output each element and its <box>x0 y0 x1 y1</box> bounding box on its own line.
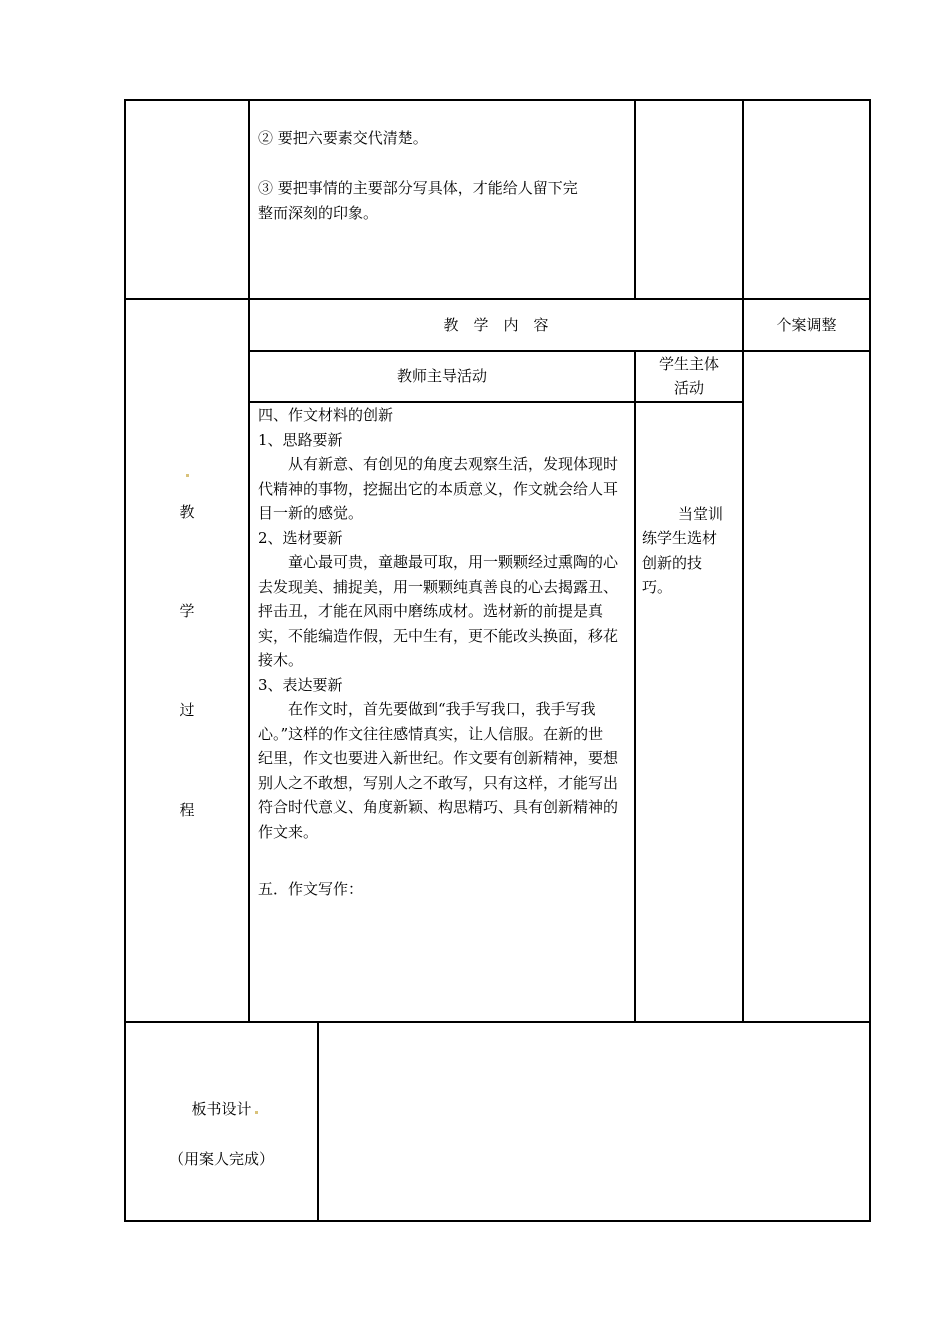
scan-speck <box>186 474 189 477</box>
section-3-body: 在作文时，首先要做到“我手写我口，我手写我心。”这样的作文往往感情真实，让人信服。在新的世纪里，作文也要进入新世纪。作文要有创新精神，要想别人之不敢想，写别人之不敢写，只有这样，才能写出符合时代意义、角度新颖、构思精巧、具有创新精神的作文来。 <box>258 700 619 841</box>
section-heading-5: 五．作文写作： <box>258 880 364 898</box>
top-item-3-line1: ③ 要把事情的主要部分写具体，才能给人留下完 <box>258 179 578 197</box>
scan-speck <box>255 1111 258 1114</box>
header-teaching-content: 教 学 内 容 <box>443 316 549 334</box>
col-divider-1 <box>248 99 250 1023</box>
top-item-2: ② 要把六要素交代清楚。 <box>258 129 428 147</box>
student-note-line-4: 巧。 <box>642 578 673 596</box>
col-divider-2-bottom <box>634 350 636 1023</box>
section-2-title: 2、选材要新 <box>258 528 343 547</box>
left-label-char-4: 程 <box>179 801 195 819</box>
col-divider-board <box>317 1021 319 1222</box>
row-divider-2 <box>248 350 871 352</box>
row-divider-4 <box>124 1021 871 1023</box>
section-3-title: 3、表达要新 <box>258 675 343 694</box>
left-label-char-1: 教 <box>179 503 195 521</box>
left-label-char-3: 过 <box>179 701 195 719</box>
table-border-top <box>124 99 871 101</box>
board-design-note: （用案人完成） <box>168 1150 274 1168</box>
header-student-activity-line1: 学生主体 <box>658 355 719 373</box>
row-divider-1 <box>124 298 871 300</box>
student-note-line-1: 当堂训 <box>678 505 724 523</box>
section-1-body: 从有新意、有创见的角度去观察生活，发现体现时代精神的事物，挖掘出它的本质意义，作文就会给人耳目一新的感觉。 <box>258 455 619 522</box>
top-item-3-line2: 整而深刻的印象。 <box>258 204 379 222</box>
header-teacher-activity: 教师主导活动 <box>396 367 487 385</box>
table-border-bottom <box>124 1220 871 1222</box>
student-note-line-3: 创新的技 <box>642 554 703 572</box>
section-2-body: 童心最可贵，童趣最可取，用一颗颗经过熏陶的心去发现美、捕捉美，用一颗颗纯真善良的心去揭露丑、抨击丑，才能在风雨中磨练成材。选材新的前提是真实，不能编造作假，无中生有，更不能改头换面，移花接木。 <box>258 553 619 669</box>
col-divider-3 <box>742 99 744 1023</box>
left-label-char-2: 学 <box>179 602 195 620</box>
col-divider-2-top <box>634 99 636 300</box>
student-note-line-2: 练学生选材 <box>642 529 718 547</box>
section-1-title: 1、思路要新 <box>258 430 343 449</box>
header-case-adjustment: 个案调整 <box>776 316 837 334</box>
section-heading-4: 四、作文材料的创新 <box>258 406 394 424</box>
header-student-activity-line2: 活动 <box>673 379 704 397</box>
teacher-content <box>258 403 618 844</box>
board-design-title: 板书设计 <box>191 1100 252 1118</box>
table-border-right <box>869 99 871 1222</box>
table-border-left <box>124 99 126 1222</box>
